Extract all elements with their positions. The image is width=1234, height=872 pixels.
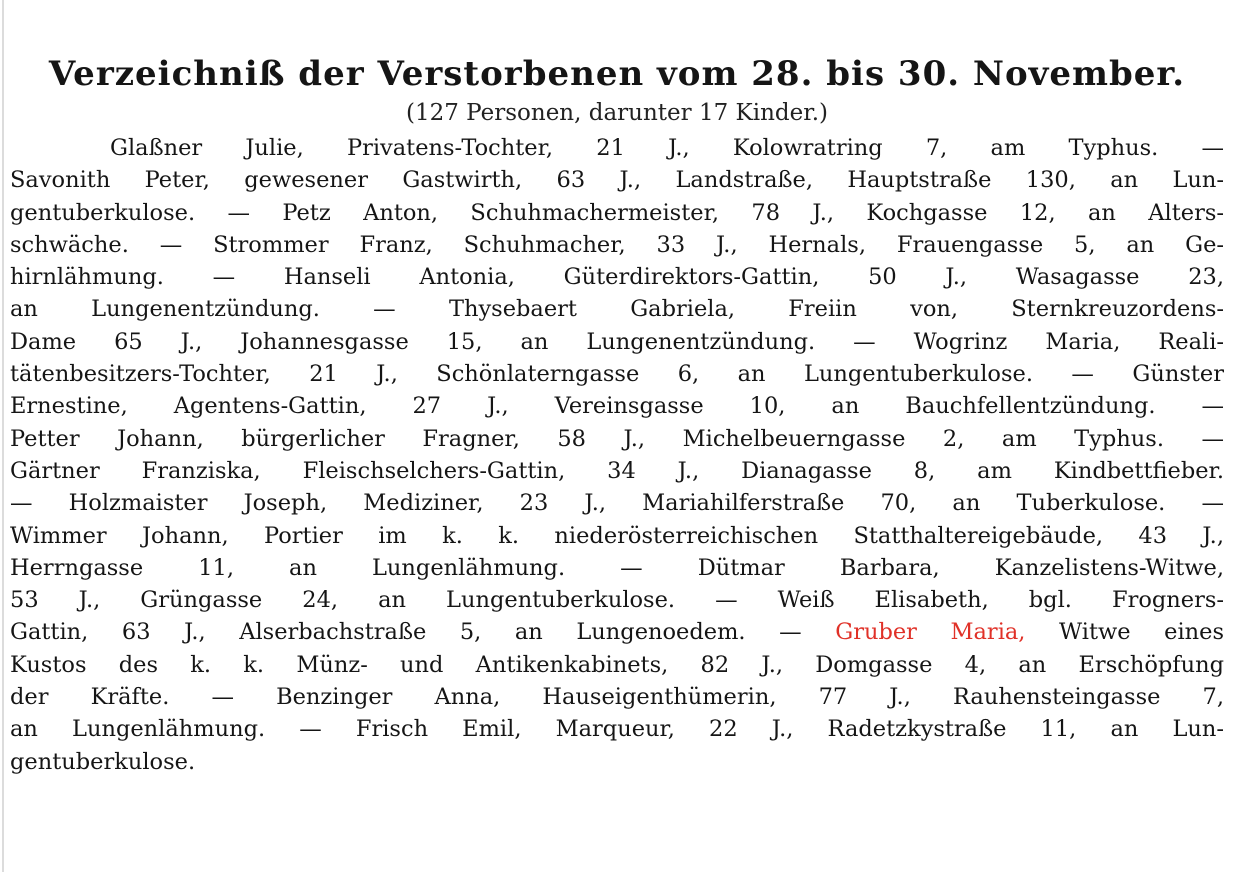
text-line-5: hirnlähmung. — Hanseli Antonia, Güterdirektors-Gattin, 50 J., Wasagasse 23, <box>10 264 1224 291</box>
obituary-list <box>10 132 1224 778</box>
text-line-16-start: Gattin, 63 J., Alserbachstraße 5, an Lungenoedem. — <box>10 619 802 646</box>
text-line-1: Glaßner Julie, Privatens-Tochter, 21 J., Kolowratring 7, am Typhus. — <box>110 135 1224 161</box>
text-line-11: Gärtner Franziska, Fleischselchers-Gattin, 34 J., Dianagasse 8, am Kindbettfieber. <box>10 457 1224 484</box>
text-line-17: Kustos des k. k. Münz- und Antikenkabinets, 82 J., Domgasse 4, an Erschöpfung <box>10 651 1224 678</box>
headline: Verzeichniß der Verstorbenen vom 28. bis 30. November. <box>48 54 1186 94</box>
newspaper-clipping <box>10 52 1224 778</box>
text-line-14: Herrngasse 11, an Lungenlähmung. — Dütmar Barbara, Kanzelistens-Witwe, <box>10 554 1224 581</box>
text-line-19: an Lungenlähmung. — Frisch Emil, Marqueur, 22 J., Radetzkystraße 11, an Lun- <box>10 716 1224 743</box>
text-line-7: Dame 65 J., Johannesgasse 15, an Lungenentzündung. — Wogrinz Maria, Reali- <box>10 328 1224 355</box>
text-line-9: Ernestine, Agentens-Gattin, 27 J., Vereinsgasse 10, an Bauchfellentzündung. — <box>10 393 1224 420</box>
text-line-15: 53 J., Grüngasse 24, an Lungentuberkulose. — Weiß Elisabeth, bgl. Frogners- <box>10 587 1224 614</box>
text-line-2: Savonith Peter, gewesener Gastwirth, 63 J., Landstraße, Hauptstraße 130, an Lun- <box>10 167 1224 194</box>
text-line-13: Wimmer Johann, Portier im k. k. niederösterreichischen Statthaltereigebäude, 43 J., <box>10 522 1224 549</box>
subheadline: (127 Personen, darunter 17 Kinder.) <box>406 100 828 126</box>
text-line-4: schwäche. — Strommer Franz, Schuhmacher, 33 J., Hernals, Frauengasse 5, an Ge- <box>10 231 1224 258</box>
text-line-16 <box>10 616 1224 648</box>
text-line-3: gentuberkulose. — Petz Anton, Schuhmachermeister, 78 J., Kochgasse 12, an Alters- <box>10 199 1224 226</box>
highlighted-name: Gruber Maria, <box>835 619 1026 646</box>
text-line-18: der Kräfte. — Benzinger Anna, Hauseigenthümerin, 77 J., Rauhensteingasse 7, <box>10 684 1224 711</box>
text-line-10: Petter Johann, bürgerlicher Fragner, 58 J., Michelbeuerngasse 2, am Typhus. — <box>10 425 1224 452</box>
text-line-8: tätenbesitzers-Tochter, 21 J., Schönlaterngasse 6, an Lungentuberkulose. — Günster <box>10 361 1224 388</box>
text-line-12: — Holzmaister Joseph, Mediziner, 23 J., Mariahilferstraße 70, an Tuberkulose. — <box>10 490 1224 517</box>
text-line-6: an Lungenentzündung. — Thysebaert Gabriela, Freiin von, Sternkreuzordens- <box>10 296 1224 323</box>
text-line-20: gentuberkulose. <box>10 748 196 775</box>
scan-edge <box>2 0 4 872</box>
text-line-16-end: Witwe eines <box>1059 619 1224 646</box>
